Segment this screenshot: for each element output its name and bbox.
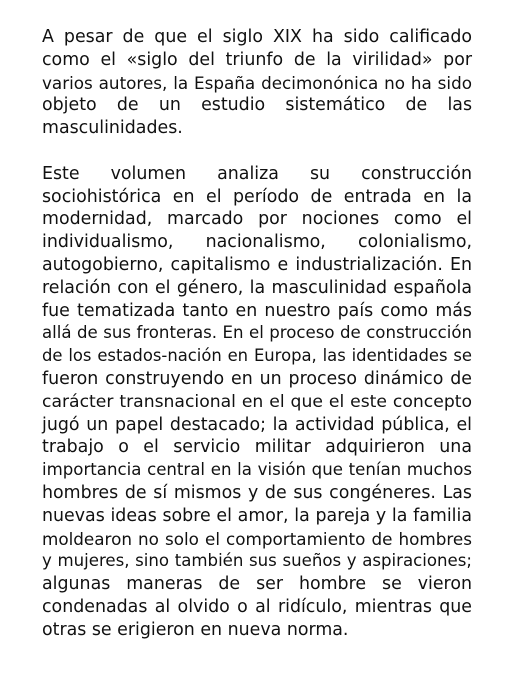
text-line: condenadas al olvido o al ridículo, mientras que [42,596,472,617]
text-line: modernidad, marcado por nociones como el [42,209,472,230]
text-line: fueron construyendo en un proceso dinámico de [42,368,472,389]
text-line: nuevas ideas sobre el amor, la pareja y la familia [42,505,472,526]
text-line: otras se erigieron en nueva norma. [42,619,349,640]
text-line: A pesar de que el siglo XIX ha sido calificado [42,27,472,47]
text-line: moldearon no solo el comportamiento de hombres [42,528,472,549]
text-line: carácter transnacional en el que el este concepto [42,391,472,412]
book-blurb [42,26,472,642]
text-line: de los estados-nación en Europa, las identidades se [42,346,472,366]
text-line: hombres de sí mismos y de sus congéneres. Las [42,482,472,503]
text-line: trabajo o el servicio militar adquirieron una [42,437,472,458]
text-line: varios autores, la España decimonónica no ha sido [42,72,472,93]
text-line: y mujeres, sino también sus sueños y aspiraciones; [42,551,472,571]
text-line: importancia central en la visión que tenían muchos [42,460,472,480]
text-line: relación con el género, la masculinidad española [42,277,472,298]
text-line: masculinidades. [42,118,183,139]
text-line: Este volumen analiza su construcción [42,163,472,184]
text-line: objeto de un estudio sistemático de las [42,95,472,116]
paragraph-intro [42,26,472,140]
text-line: allá de sus fronteras. En el proceso de construcción [42,323,472,343]
paragraph-spacer [42,140,472,163]
text-line: algunas maneras de ser hombre se vieron [42,574,472,595]
text-line: fue tematizada tanto en nuestro país como más [42,300,472,321]
text-line: como el «siglo del triunfo de la virilidad» por [42,49,472,70]
text-line: individualismo, nacionalismo, colonialismo, [42,232,472,253]
text-line: jugó un papel destacado; la actividad pública, el [42,414,472,435]
text-line: autogobierno, capitalismo e industrialización. En [42,254,472,275]
text-line: sociohistórica en el período de entrada en la [42,186,472,207]
paragraph-body [42,163,472,642]
